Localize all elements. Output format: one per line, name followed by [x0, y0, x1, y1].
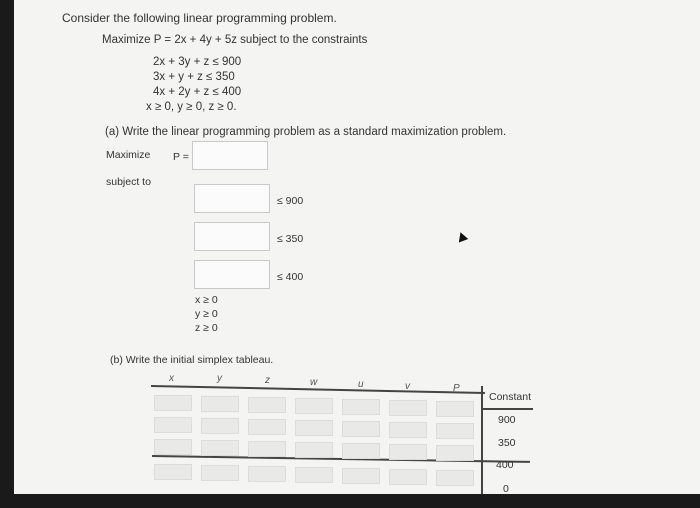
question-panel: [14, 0, 700, 494]
constant-header-rule: [481, 408, 533, 410]
constraint-3: 4x + 2y + z ≤ 400: [153, 86, 242, 98]
tableau-cell[interactable]: [154, 417, 192, 433]
constraint-1: 2x + 3y + z ≤ 900: [153, 56, 242, 68]
header-y: y: [217, 373, 222, 384]
constant-divider: [481, 386, 483, 494]
tableau-cell[interactable]: [154, 439, 192, 455]
tableau-cell[interactable]: [295, 398, 333, 414]
tableau-cell[interactable]: [248, 466, 286, 482]
p-equals-label: P =: [173, 151, 189, 163]
tableau-cell[interactable]: [201, 465, 239, 481]
part-b-prompt: (b) Write the initial simplex tableau.: [110, 354, 274, 366]
mouse-cursor-icon: [456, 231, 468, 243]
nonneg-text: x ≥ 0, y ≥ 0, z ≥ 0.: [146, 101, 237, 113]
tableau-cell[interactable]: [248, 441, 286, 457]
nonneg-x: x ≥ 0: [195, 294, 218, 306]
header-x: x: [169, 373, 174, 384]
tableau-cell[interactable]: [342, 399, 380, 415]
header-z: z: [265, 375, 270, 386]
tableau-cell[interactable]: [436, 470, 474, 486]
header-w: w: [310, 377, 318, 388]
rhs-1: ≤ 900: [277, 195, 304, 207]
maximize-label: Maximize: [106, 149, 151, 161]
header-rule: [151, 385, 485, 394]
constraint-2: 3x + y + z ≤ 350: [153, 71, 235, 83]
tableau-cell[interactable]: [295, 420, 333, 436]
header-v: v: [405, 381, 410, 392]
part-a-prompt: (a) Write the linear programming problem as a standard maximization problem.: [105, 126, 507, 138]
intro-text: Consider the following linear programming problem.: [62, 11, 337, 25]
constant-2: 350: [498, 437, 516, 449]
constraint-3-input[interactable]: [194, 260, 270, 289]
nonneg-y: y ≥ 0: [195, 308, 218, 320]
tableau-cell[interactable]: [389, 422, 427, 438]
rhs-3: ≤ 400: [277, 271, 304, 283]
tableau-cell[interactable]: [201, 440, 239, 456]
tableau-cell[interactable]: [342, 421, 380, 437]
header-u: u: [358, 379, 364, 390]
tableau-cell[interactable]: [436, 401, 474, 417]
tableau-cell[interactable]: [201, 396, 239, 412]
tableau-cell[interactable]: [154, 464, 192, 480]
tableau-cell[interactable]: [154, 395, 192, 411]
constraint-1-input[interactable]: [194, 184, 270, 213]
tableau-cell[interactable]: [342, 468, 380, 484]
objective-text: Maximize P = 2x + 4y + 5z subject to the constraints: [102, 34, 368, 46]
tableau-cell[interactable]: [342, 443, 380, 459]
tableau-cell[interactable]: [201, 418, 239, 434]
constant-3: 400: [496, 459, 514, 471]
rhs-2: ≤ 350: [277, 233, 304, 245]
objective-input[interactable]: [192, 141, 268, 170]
header-p: P: [453, 383, 460, 394]
tableau-cell[interactable]: [389, 400, 427, 416]
nonneg-z: z ≥ 0: [195, 322, 218, 334]
tableau-cell[interactable]: [389, 444, 427, 460]
tableau-cell[interactable]: [248, 397, 286, 413]
tableau-cell[interactable]: [436, 445, 474, 461]
subject-to-label: subject to: [106, 176, 151, 188]
constraint-2-input[interactable]: [194, 222, 270, 251]
tableau-cell[interactable]: [295, 467, 333, 483]
tableau-cell[interactable]: [389, 469, 427, 485]
tableau-cell[interactable]: [295, 442, 333, 458]
constant-4: 0: [503, 483, 509, 495]
header-constant: Constant: [489, 391, 532, 403]
constant-1: 900: [498, 414, 516, 426]
tableau-cell[interactable]: [436, 423, 474, 439]
tableau-cell[interactable]: [248, 419, 286, 435]
